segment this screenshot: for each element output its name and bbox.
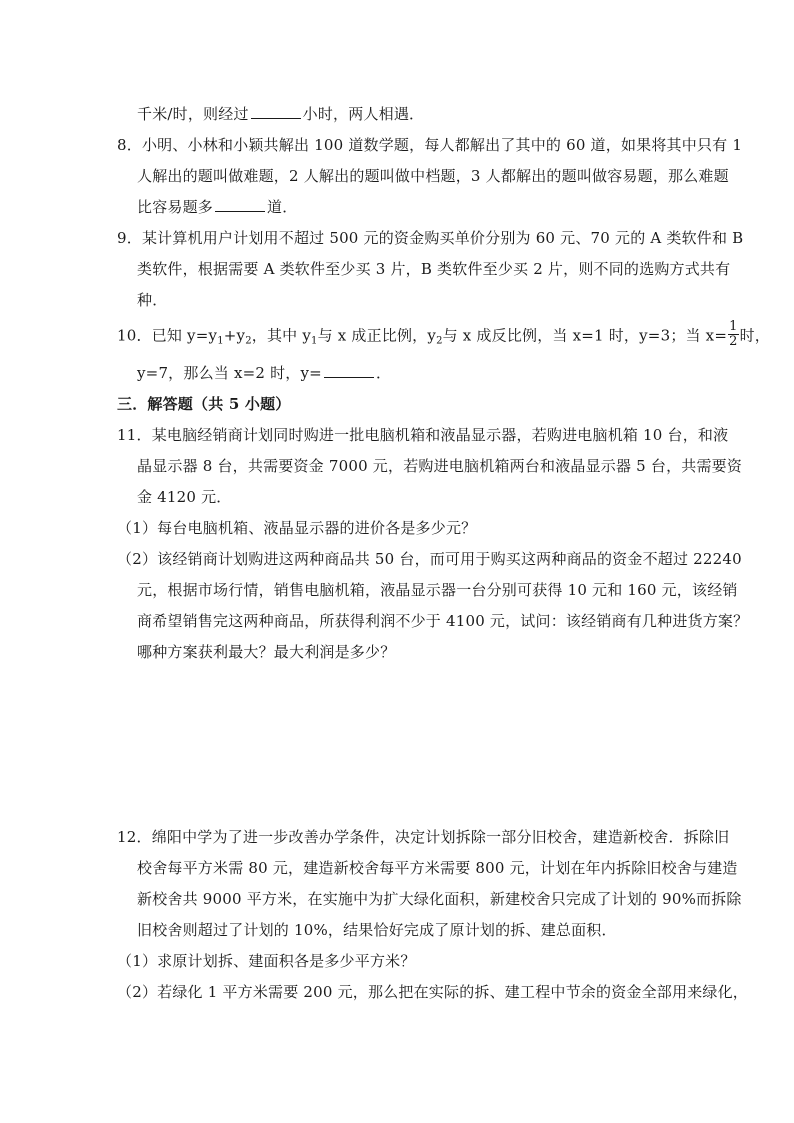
q11-sub-text: （1）每台电脑机箱、液晶显示器的进价各是多少元？	[117, 519, 477, 537]
q9-line-2	[137, 258, 730, 280]
q10-text: 与 x 成反比例，当 x=1 时，y=3；当 x=	[442, 326, 728, 345]
q11-line-2	[137, 455, 742, 477]
fraction-denominator: 2	[729, 334, 738, 349]
q8-line-1	[117, 134, 742, 156]
q12-line-4	[137, 919, 617, 941]
q10-text: y=7，那么当 x=2 时，y=	[137, 364, 322, 382]
q8-text: 比容易题多	[137, 198, 214, 216]
q11-text: 金 4120 元．	[137, 488, 232, 506]
q7-tail-line	[137, 103, 424, 125]
q8-line-3	[137, 196, 297, 218]
q11-sub-2-line-3	[137, 610, 748, 632]
q12-sub-2	[117, 981, 748, 1003]
fraction-numerator: 1	[729, 319, 738, 334]
subscript: 1	[311, 335, 318, 347]
q12-text: 绵阳中学为了进一步改善办学条件，决定计划拆除一部分旧校舍，建造新校舍．拆除旧	[151, 828, 730, 846]
q7-text-after: 小时，两人相遇．	[302, 105, 425, 123]
q9-line-1	[117, 227, 743, 249]
q11-text: 某电脑经销商计划同时购进一批电脑机箱和液晶显示器，若购进电脑机箱 10 台，和液	[151, 426, 729, 444]
answer-blank[interactable]	[251, 104, 301, 119]
subscript: 1	[217, 335, 224, 347]
q8-text: 人解出的题叫做难题，2 人解出的题叫做中档题，3 人都解出的题叫做容易题，那么难题	[137, 167, 729, 185]
section-title	[117, 393, 290, 415]
q10-line-2	[137, 362, 391, 384]
subscript: 2	[245, 335, 252, 347]
fraction	[728, 320, 738, 349]
q12-text: 校舍每平方米需 80 元，建造新校舍每平方米需要 800 元，计划在年内拆除旧校舍与建造	[137, 859, 738, 877]
question-number: 10．	[117, 326, 152, 345]
q10-text: 时，	[739, 326, 771, 345]
q11-sub-1	[117, 517, 476, 539]
q11-sub-2-line-2	[137, 579, 738, 601]
q12-line-3	[137, 888, 742, 910]
question-number: 11．	[117, 426, 152, 444]
subscript: 2	[436, 335, 443, 347]
q8-text: 道．	[267, 198, 298, 216]
q12-text: 旧校舍则超过了计划的 10%，结果恰好完成了原计划的拆、建总面积．	[137, 921, 617, 939]
q7-text: 千米/时，则经过	[137, 105, 249, 123]
q8-line-2	[137, 165, 729, 187]
q12-sub-1	[117, 950, 416, 972]
q11-sub-text: 哪种方案获利最大？最大利润是多少？	[137, 643, 396, 661]
q9-line-3	[137, 289, 167, 311]
q11-text: 晶显示器 8 台，共需要资金 7000 元，若购进电脑机箱两台和液晶显示器 5 台，共需要资	[137, 457, 743, 475]
answer-blank[interactable]	[215, 197, 265, 212]
q11-line-1	[117, 424, 728, 446]
q12-text: 新校舍共 9000 平方米，在实施中为扩大绿化面积，新建校舍只完成了计划的 90%而拆除	[137, 890, 742, 908]
q8-text: 小明、小林和小颖共解出 100 道数学题，每人都解出了其中的 60 道，如果将其中只有 1	[141, 136, 743, 154]
q11-sub-text: （2）该经销商计划购进这两种商品共 50 台，而可用于购买这两种商品的资金不超过 22240	[117, 550, 742, 568]
q12-line-2	[137, 857, 738, 879]
q10-line-1	[117, 319, 771, 351]
q10-text: 与 x 成正比例，y	[317, 326, 437, 345]
q10-text: ，其中 y	[251, 326, 312, 345]
q9-text: 类软件，根据需要 A 类软件至少买 3 片，B 类软件至少买 2 片，则不同的选购方式共有	[137, 260, 731, 278]
q12-line-1	[117, 826, 729, 848]
q12-sub-text: （2）若绿化 1 平方米需要 200 元，那么把在实际的拆、建工程中节余的资金全部用来绿化，	[117, 983, 748, 1001]
question-number: 12．	[117, 828, 152, 846]
q9-text: 某计算机用户计划用不超过 500 元的资金购买单价分别为 60 元、70 元的 A 类软件和 B	[141, 229, 744, 247]
q10-text: +y	[223, 326, 246, 345]
q11-sub-text: 商希望销售完这两种商品，所获得利润不少于 4100 元，试问：该经销商有几种进货方案？	[137, 612, 749, 630]
q10-text: 已知 y=y	[151, 326, 218, 345]
answer-blank[interactable]	[324, 363, 374, 378]
q10-text: ．	[375, 364, 392, 382]
question-number: 8．	[117, 136, 142, 154]
q11-sub-2-line-4	[137, 641, 395, 663]
q11-sub-2-line-1	[117, 548, 742, 570]
section-title-text: 三．解答题（共 5 小题）	[117, 395, 291, 413]
q11-line-3	[137, 486, 232, 508]
q11-sub-text: 元，根据市场行情，销售电脑机箱，液晶显示器一台分别可获得 10 元和 160 元，该经销	[137, 581, 738, 599]
q9-text: 种．	[137, 291, 168, 309]
question-number: 9．	[117, 229, 142, 247]
q12-sub-text: （1）求原计划拆、建面积各是多少平方米？	[117, 952, 416, 970]
